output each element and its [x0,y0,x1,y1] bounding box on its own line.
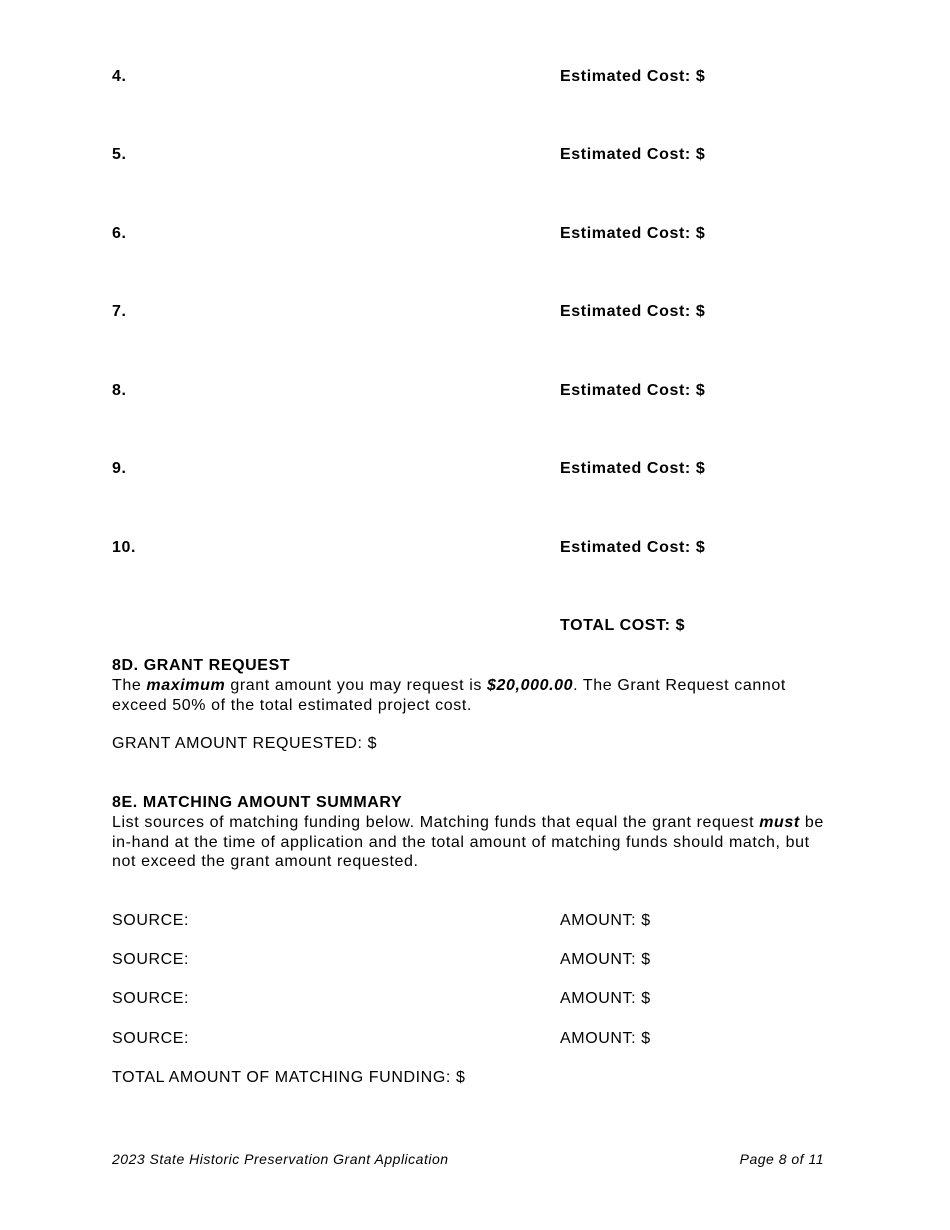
item-number: 5. [112,146,127,163]
source-field[interactable]: SOURCE: [112,990,190,1007]
amount-field[interactable]: AMOUNT: $ [560,1030,651,1047]
item-number: 4. [112,68,127,85]
matching-text [112,813,824,872]
grant-request-text [112,676,802,715]
source-field[interactable]: SOURCE: [112,1030,190,1047]
grant-amount-field[interactable]: GRANT AMOUNT REQUESTED: $ [112,735,378,752]
estimated-cost-field[interactable]: Estimated Cost: $ [560,382,706,399]
text: be in-hand at the time of application and the total amount of matching funds should match, but not exceed the grant amount requested. [112,814,824,870]
estimated-cost-field[interactable]: Estimated Cost: $ [560,539,706,556]
source-field[interactable]: SOURCE: [112,912,190,929]
estimated-cost-field[interactable]: Estimated Cost: $ [560,68,706,85]
text: List sources of matching funding below. Matching funds that equal the grant request [112,814,760,831]
page-number: Page 8 of 11 [739,1151,824,1167]
item-number: 6. [112,225,127,242]
emphasis: maximum [146,677,226,694]
footer-title: 2023 State Historic Preservation Grant Application [112,1151,449,1167]
emphasis: $20,000.00 [487,677,574,694]
amount-field[interactable]: AMOUNT: $ [560,990,651,1007]
item-number: 7. [112,303,127,320]
total-cost-field[interactable]: TOTAL COST: $ [560,617,686,634]
estimated-cost-field[interactable]: Estimated Cost: $ [560,146,706,163]
text: The [112,677,147,694]
amount-field[interactable]: AMOUNT: $ [560,912,651,929]
item-number: 9. [112,460,127,477]
amount-field[interactable]: AMOUNT: $ [560,951,651,968]
section-heading: 8E. MATCHING AMOUNT SUMMARY [112,794,403,811]
estimated-cost-field[interactable]: Estimated Cost: $ [560,303,706,320]
text: . The Grant Request cannot exceed 50% of the total estimated project cost. [112,677,786,714]
estimated-cost-field[interactable]: Estimated Cost: $ [560,460,706,477]
source-field[interactable]: SOURCE: [112,951,190,968]
text: grant amount you may request is [225,677,488,694]
estimated-cost-field[interactable]: Estimated Cost: $ [560,225,706,242]
emphasis: must [759,814,800,831]
total-matching-field[interactable]: TOTAL AMOUNT OF MATCHING FUNDING: $ [112,1069,466,1086]
section-heading: 8D. GRANT REQUEST [112,657,291,674]
item-number: 8. [112,382,127,399]
item-number: 10. [112,539,137,556]
